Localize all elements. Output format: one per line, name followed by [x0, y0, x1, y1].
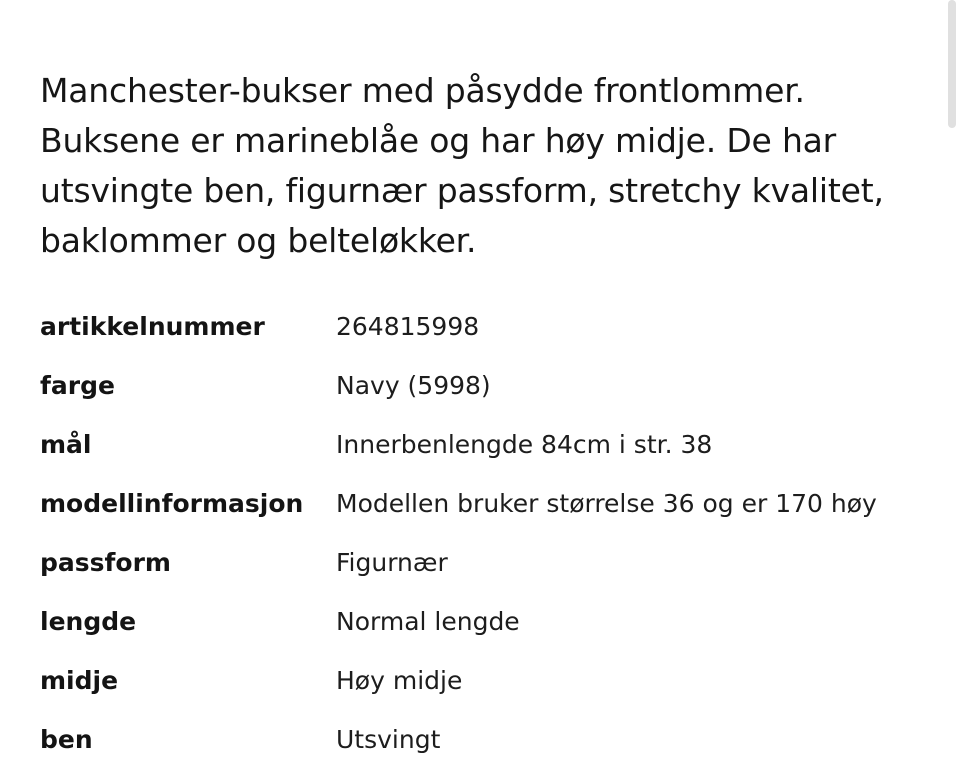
- detail-row-article-number: [40, 297, 940, 356]
- detail-label: mål: [40, 430, 92, 459]
- detail-value: 264815998: [336, 312, 480, 341]
- detail-row-leg: [40, 710, 940, 765]
- detail-label: farge: [40, 371, 115, 400]
- detail-value: Høy midje: [336, 666, 463, 695]
- product-details-list: [40, 297, 940, 765]
- detail-value: Utsvingt: [336, 725, 441, 754]
- detail-row-waist: [40, 651, 940, 710]
- detail-value: Normal lengde: [336, 607, 520, 636]
- detail-row-length: [40, 592, 940, 651]
- detail-label: artikkelnummer: [40, 312, 265, 341]
- detail-value: Modellen bruker størrelse 36 og er 170 høy: [336, 489, 877, 518]
- product-description: Manchester-bukser med påsydde frontlommer. Buksene er marineblåe og har høy midje. De har utsvingte ben, figurnær passform, stretchy kvalitet, baklommer og belteløkker.: [40, 71, 884, 260]
- detail-label: modellinformasjon: [40, 489, 304, 518]
- detail-label: lengde: [40, 607, 137, 636]
- detail-value: Navy (5998): [336, 371, 491, 400]
- detail-label: midje: [40, 666, 119, 695]
- detail-label: ben: [40, 725, 93, 754]
- detail-row-measurements: [40, 415, 940, 474]
- scrollbar[interactable]: [948, 0, 956, 128]
- detail-row-fit: [40, 533, 940, 592]
- detail-value: Innerbenlengde 84cm i str. 38: [336, 430, 713, 459]
- detail-label: passform: [40, 548, 171, 577]
- detail-row-color: [40, 356, 940, 415]
- detail-row-model-info: [40, 474, 940, 533]
- product-description-section: [40, 66, 920, 266]
- detail-value: Figurnær: [336, 548, 448, 577]
